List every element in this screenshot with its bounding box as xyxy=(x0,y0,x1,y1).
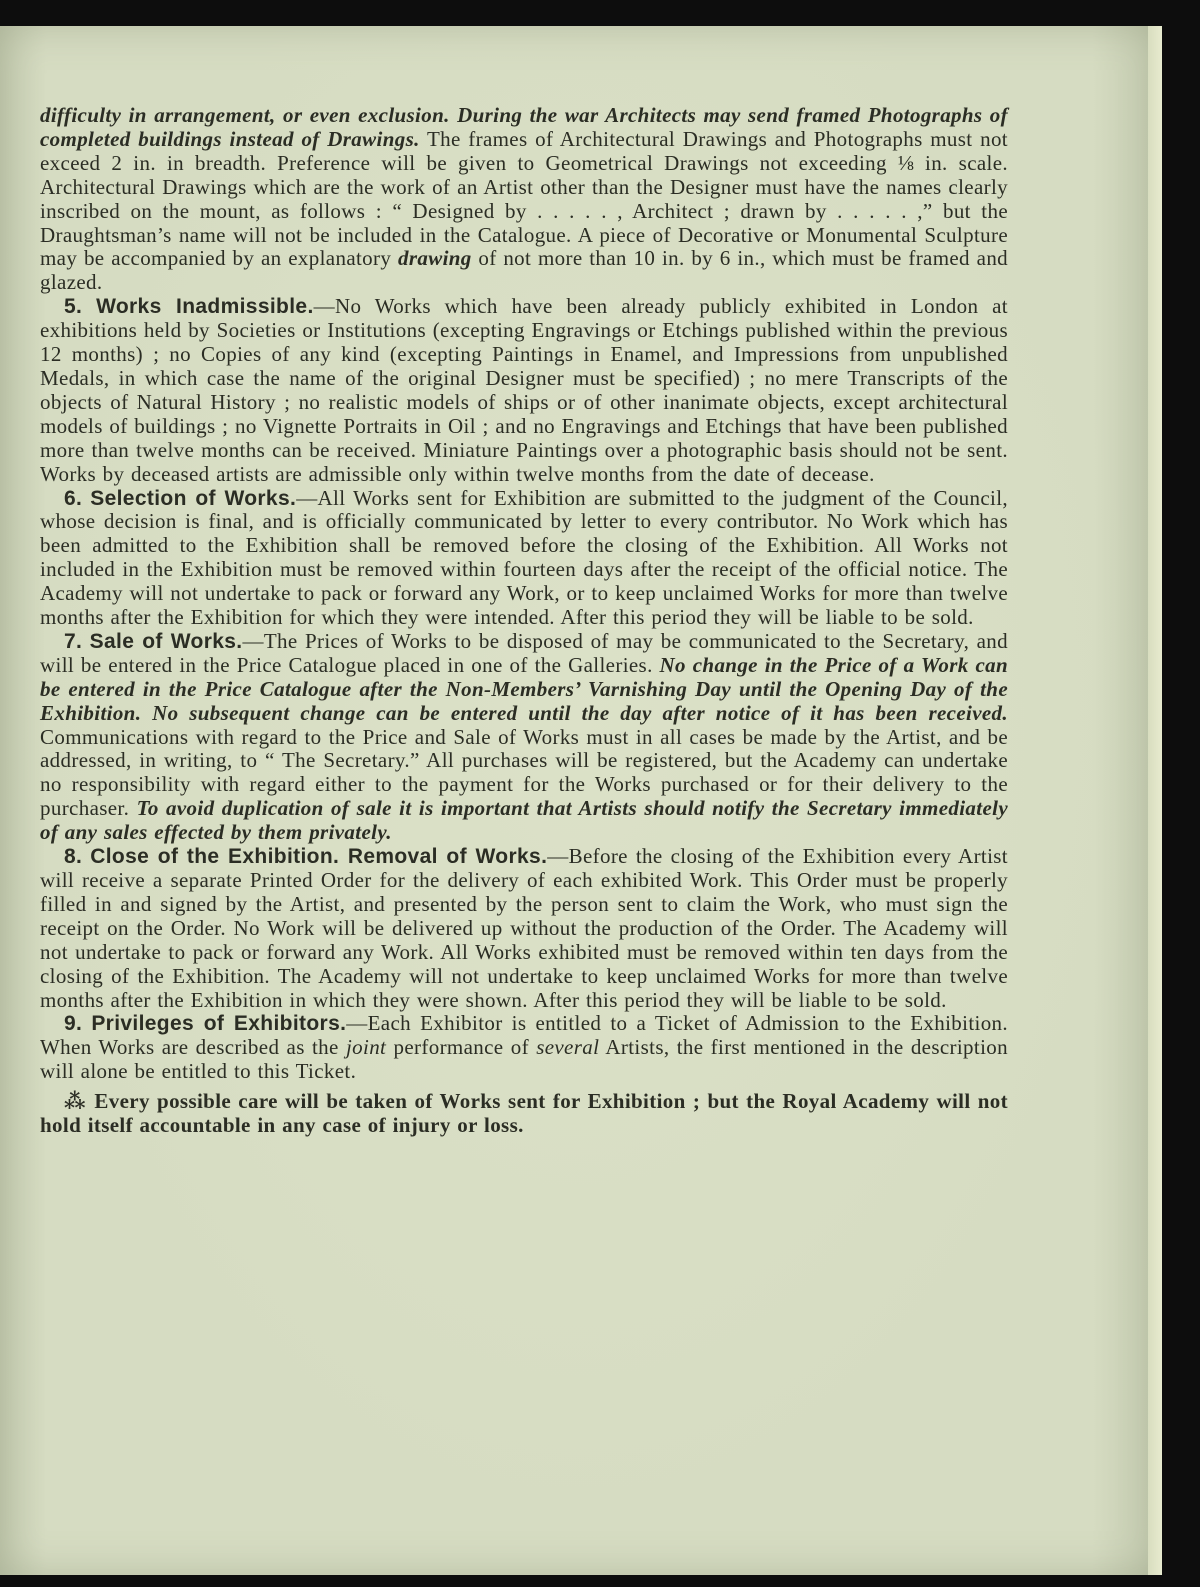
rules-text xyxy=(40,104,1008,1138)
section-7-heading: Sale of Works. xyxy=(89,629,243,653)
closing-note-text: Every possible care will be taken of Works sent for Exhibition ; but the Royal Academy will not hold itself accountable in any case of injury or loss. xyxy=(40,1089,1008,1138)
section-9-body-3: Artists, the first mentioned in the description will alone be entitled to this Ticket. xyxy=(40,1035,1008,1084)
section-8-heading: Close of the Exhibition. Removal of Works. xyxy=(90,845,548,869)
section-7-number: 7. xyxy=(64,629,83,653)
section-6 xyxy=(40,487,1008,630)
intro-italic-2: During the war Architects may send framed Photographs of completed buildings instead of Drawings. xyxy=(40,103,1008,151)
section-6-body: —All Works sent for Exhibition are submitted to the judgment of the Council, whose decision is final, and is officially communicated by letter to every contributor. No Work which has been admitted to the Exhibition shall be removed before the closing of the Exhibition. All Works not included in the Exhibition must be removed within fourteen days after the receipt of the official notice. The Academy will not undertake to pack or forward any Work, or to keep unclaimed Works for more than twelve months after the Exhibition for which they were intended. After this period they will be liable to be sold. xyxy=(40,485,1009,630)
section-5 xyxy=(40,295,1008,486)
intro-body: The frames of Architectural Drawings and Photographs must not exceed 2 in. in breadth. Preference will be given to Geometrical Drawings not exceeding ⅛ in. scale. Architectural Drawings which are the work of an Artist other than the Designer must have the names clearly inscribed on the mount, as follows : “ Designed by . . . . . , Architect ; drawn by . . . . . ,” but the Draughtsman’s name will not be included in the Catalogue. A piece of Decorative or Monumental Sculpture may be accompanied by an explanatory xyxy=(40,126,1008,271)
asterism-icon: ⁂ xyxy=(64,1089,88,1114)
section-6-heading: Selection of Works. xyxy=(90,486,297,510)
intro-body-end: of not more than 10 in. by 6 in., which must be framed and glazed. xyxy=(40,246,1009,295)
section-9 xyxy=(40,1012,1008,1084)
section-7-body-2: Communications with regard to the Price and Sale of Works must in all cases be made by the Artist, and be addressed, in writing, to “ The Secretary.” All purchases will be registered, but the Academy can undertake no responsibility with regard either to the payment for the Works purchased or for their delivery to the purchaser. xyxy=(40,724,1008,821)
section-9-heading: Privileges of Exhibitors. xyxy=(91,1012,347,1036)
section-8-body: —Before the closing of the Exhibition every Artist will receive a separate Printed Order for the delivery of each exhibited Work. This Order must be properly filled in and signed by the Artist, and presented by the person sent to claim the Work, who must sign the receipt on the Order. No Work will be delivered up without the production of the Order. The Academy will not undertake to pack or forward any Work. All Works exhibited must be removed within ten days from the closing of the Exhibition. The Academy will not undertake to keep unclaimed Works for more than twelve months after the Exhibition in which they were shown. After this period they will be liable to be sold. xyxy=(40,844,1008,1012)
section-7-body-1: —The Prices of Works to be disposed of may be communicated to the Secretary, and will be entered in the Price Catalogue placed in one of the Galleries. xyxy=(40,628,1008,677)
section-5-body: —No Works which have been already publicly exhibited in London at exhibitions held by Societies or Institutions (excepting Engravings or Etchings published within the previous 12 months) ; no Copies of any kind (excepting Paintings in Enamel, and Impressions from unpublished Medals, in which case the name of the original Designer must be specified) ; no mere Transcripts of the objects of Natural History ; no realistic models of ships or of other inanimate objects, except architectural models of buildings ; no Vignette Portraits in Oil ; and no Engravings and Etchings that have been published more than twelve months can be received. Miniature Paintings over a photographic basis should not be sent. Works by deceased artists are admissible only within twelve months from the date of decease. xyxy=(40,294,1008,486)
section-9-body-1: —Each Exhibitor is entitled to a Ticket of Admission to the Exhibition. When Works are described as the xyxy=(40,1011,1008,1060)
section-9-number: 9. xyxy=(64,1012,83,1036)
section-8 xyxy=(40,845,1008,1012)
intro-italic-1: difficulty in arrangement, or even exclusion. xyxy=(40,103,450,127)
section-9-body-2: performance of xyxy=(393,1035,529,1060)
document-page xyxy=(0,26,1162,1575)
section-9-italic-joint: joint xyxy=(345,1035,387,1060)
section-5-number: 5. xyxy=(64,295,83,319)
section-9-italic-several: several xyxy=(536,1035,600,1060)
closing-note xyxy=(40,1090,1008,1138)
section-7-italic-1: No change in the Price of a Work can be entered in the Price Catalogue after the Non-Members’ Varnishing Day until the Opening Day of the Exhibition. No subsequent change can be entered until the day after notice of it has been received. xyxy=(40,652,1008,725)
section-7 xyxy=(40,630,1008,845)
section-6-number: 6. xyxy=(64,486,83,510)
section-8-number: 8. xyxy=(64,845,83,869)
intro-italic-drawing: drawing xyxy=(397,246,472,271)
section-5-heading: Works Inadmissible. xyxy=(96,295,314,319)
intro-paragraph xyxy=(40,104,1008,295)
section-7-italic-2: To avoid duplication of sale it is important that Artists should notify the Secretary immediately of any sales effected by them privately. xyxy=(40,796,1008,845)
